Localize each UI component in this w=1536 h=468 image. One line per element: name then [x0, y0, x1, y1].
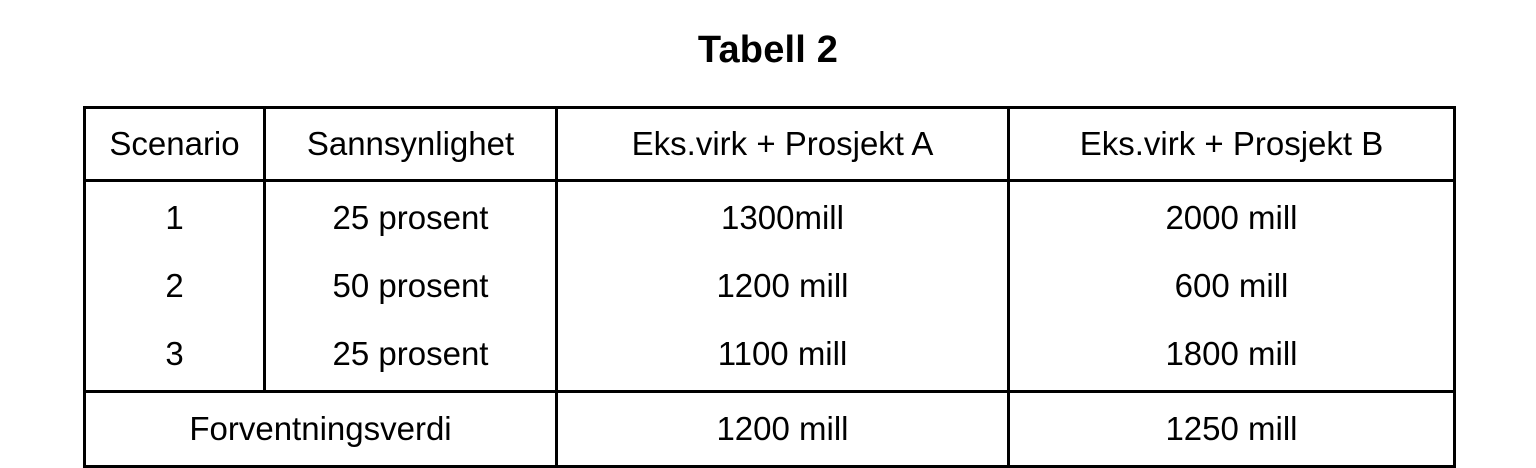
column-header-prosjekt-a: Eks.virk + Prosjekt A	[557, 107, 1009, 180]
table-container	[83, 106, 1453, 468]
column-header-scenario: Scenario	[85, 107, 265, 180]
table-header	[85, 107, 1455, 180]
cell-prosjekt-a: 1200 mill	[557, 252, 1009, 320]
cell-prosjekt-a: 1300mill	[557, 180, 1009, 252]
scenario-table	[83, 106, 1456, 468]
cell-sannsynlighet: 50 prosent	[265, 252, 557, 320]
cell-prosjekt-b: 600 mill	[1009, 252, 1455, 320]
cell-sannsynlighet: 25 prosent	[265, 320, 557, 392]
cell-scenario: 3	[85, 320, 265, 392]
cell-sannsynlighet: 25 prosent	[265, 180, 557, 252]
table-footer	[85, 391, 1455, 466]
table-footer-row	[85, 391, 1455, 466]
table-header-row	[85, 107, 1455, 180]
column-header-prosjekt-b: Eks.virk + Prosjekt B	[1009, 107, 1455, 180]
column-header-sannsynlighet: Sannsynlighet	[265, 107, 557, 180]
cell-prosjekt-b: 2000 mill	[1009, 180, 1455, 252]
cell-prosjekt-b: 1800 mill	[1009, 320, 1455, 392]
footer-label-forventningsverdi: Forventningsverdi	[85, 391, 557, 466]
table-row	[85, 180, 1455, 252]
page-title: Tabell 2	[697, 29, 839, 71]
cell-scenario: 2	[85, 252, 265, 320]
table-row	[85, 252, 1455, 320]
table-body	[85, 180, 1455, 391]
cell-scenario: 1	[85, 180, 265, 252]
cell-prosjekt-a: 1100 mill	[557, 320, 1009, 392]
footer-cell-prosjekt-b: 1250 mill	[1009, 391, 1455, 466]
table-row	[85, 320, 1455, 392]
footer-cell-prosjekt-a: 1200 mill	[557, 391, 1009, 466]
